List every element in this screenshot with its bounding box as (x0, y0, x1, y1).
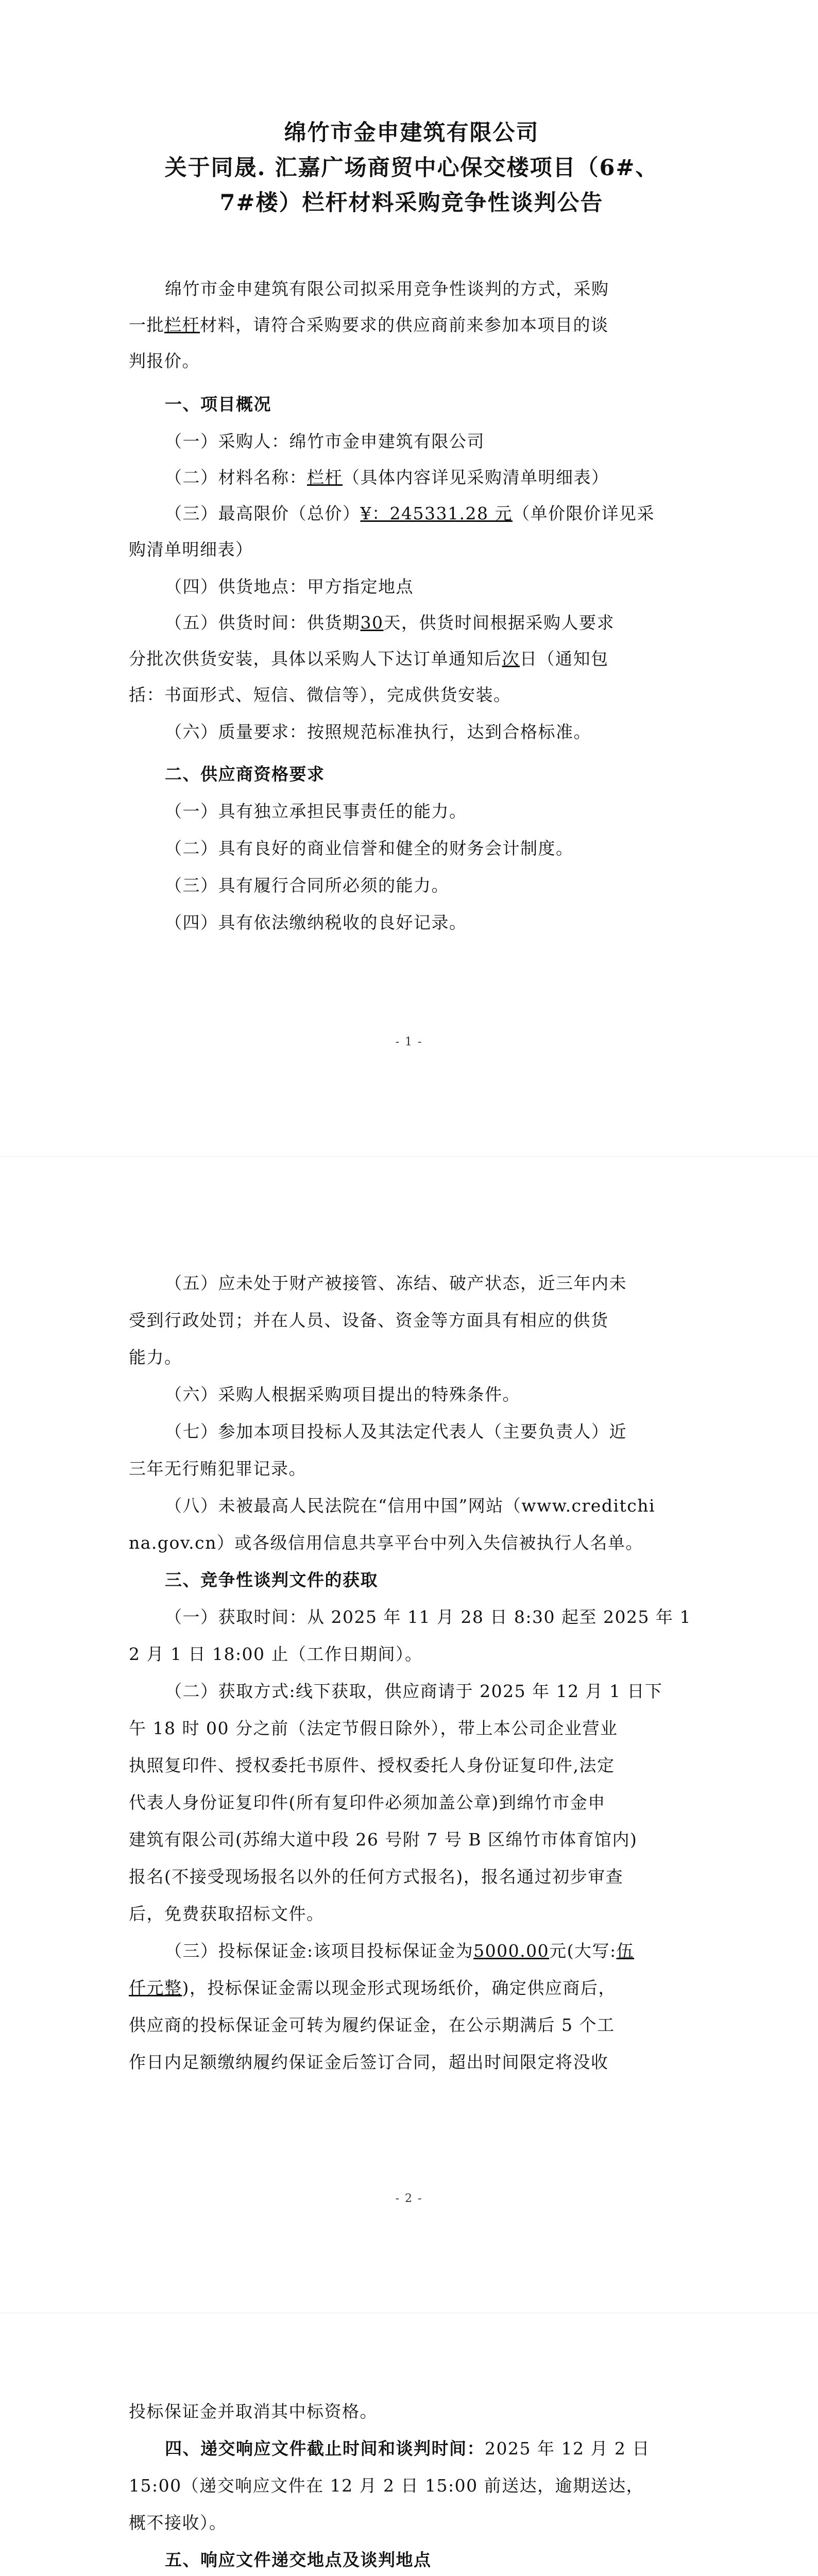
section-3-item-3-cont-1 (129, 1977, 694, 1999)
section-1-item-1: （一）采购人：绵竹市金申建筑有限公司 (165, 431, 485, 451)
intro-line-3: 判报价。 (129, 351, 200, 371)
section-3-item-2-cont-5: 报名(不接受现场报名以外的任何方式报名)，报名通过初步审查 (129, 1867, 624, 1887)
page-3 (0, 2313, 818, 2576)
intro-line-2 (129, 314, 694, 336)
section-3-item-1-cont: 2 月 1 日 18:00 止（工作日期间）。 (129, 1644, 423, 1664)
section-2-item-7: （七）参加本项目投标人及其法定代表人（主要负责人）近 (165, 1421, 627, 1442)
section-1-heading: 一、项目概况 (165, 394, 271, 414)
deadline-date: 2025 年 12 月 2 日 (485, 2438, 650, 2459)
item-text: （三）投标保证金:该项目投标保证金为 (165, 1941, 474, 1961)
section-3-item-3-cont-3: 作日内足额缴纳履约保证金后签订合同，超出时间限定将没收 (129, 2052, 609, 2072)
deposit-words-underlined: 仟元整 (129, 1978, 182, 1998)
deposit-amount-underlined: 5000.00 (473, 1941, 550, 1961)
supply-days-underlined: 30 (360, 613, 384, 633)
page-2 (0, 1157, 818, 2313)
item-text: 分批次供货安装，具体以采购人下达订单通知后 (129, 649, 502, 669)
section-1-item-4: （四）供货地点：甲方指定地点 (165, 577, 414, 597)
section-1-item-5-cont-1 (129, 648, 694, 670)
notice-title-line-3: 7#楼）栏杆材料采购竞争性谈判公告 (219, 190, 604, 216)
section-3-item-2-cont-4: 建筑有限公司(苏绵大道中段 26 号附 7 号 B 区绵竹市体育馆内) (129, 1829, 638, 1850)
section-3-item-2-cont-2: 执照复印件、授权委托书原件、授权委托人身份证复印件,法定 (129, 1755, 615, 1775)
section-2-item-8-cont: na.gov.cn）或各级信用信息共享平台中列入失信被执行人名单。 (129, 1533, 643, 1553)
intro-line-1: 绵竹市金申建筑有限公司拟采用竞争性谈判的方式，采购 (165, 279, 609, 299)
section-5-heading: 五、响应文件递交地点及谈判地点 (165, 2550, 432, 2570)
section-3-item-1: （一）获取时间：从 2025 年 11 月 28 日 8:30 起至 2025 年 1 (165, 1607, 691, 1627)
section-3-item-2-cont-3: 代表人身份证复印件(所有复印件必须加盖公章)到绵竹市金申 (129, 1792, 606, 1812)
section-4-heading: 四、递交响应文件截止时间和谈判时间： (165, 2438, 485, 2459)
item-text: （具体内容详见采购清单明细表） (343, 467, 609, 487)
section-2-item-5-cont-2: 能力。 (129, 1347, 182, 1367)
section-1-item-3 (129, 503, 694, 524)
section-2-item-5-cont-1: 受到行政处罚；并在人员、设备、资金等方面具有相应的供货 (129, 1310, 609, 1330)
section-3-heading: 三、竞争性谈判文件的获取 (165, 1570, 378, 1590)
page-1 (0, 0, 818, 1156)
section-2-item-4: （四）具有依法缴纳税收的良好记录。 (165, 912, 467, 933)
section-4-heading-line (129, 2438, 694, 2460)
section-1-item-2 (129, 467, 694, 488)
section-3-item-2: （二）获取方式:线下获取，供应商请于 2025 年 12 月 1 日下 (165, 1681, 663, 1701)
item-text: （五）供货时间：供货期 (165, 613, 361, 633)
section-1-item-5-cont-2: 括：书面形式、短信、微信等），完成供货安装。 (129, 685, 512, 705)
section-3-item-3 (129, 1940, 694, 1962)
page-number-2: - 2 - (395, 2192, 423, 2205)
deposit-words-underlined: 伍 (616, 1941, 635, 1961)
next-day-underlined: 次 (502, 649, 520, 669)
item-text: 日（通知包 (520, 649, 609, 669)
section-4-line-2: 15:00（递交响应文件在 12 月 2 日 15:00 前送达，逾期送达， (129, 2476, 644, 2496)
page-number-1: - 1 - (395, 1036, 423, 1048)
notice-title-line-2: 关于同晟. 汇嘉广场商贸中心保交楼项目（6#、 (164, 155, 659, 181)
material-name-underlined: 栏杆 (307, 467, 343, 487)
max-price-underlined: ¥：245331.28 元 (360, 503, 513, 523)
section-2-item-6: （六）采购人根据采购项目提出的特殊条件。 (165, 1384, 520, 1404)
section-2-item-3: （三）具有履行合同所必须的能力。 (165, 875, 449, 895)
item-text: （二）材料名称： (165, 467, 307, 487)
section-3-item-2-cont-1: 午 18 时 00 分之前（法定节假日除外），带上本公司企业营业 (129, 1718, 618, 1738)
item-text: 元(大写: (549, 1941, 617, 1961)
item-text: )，投标保证金需以现金形式现场纸价，确定供应商后， (182, 1978, 616, 1998)
section-2-item-1: （一）具有独立承担民事责任的能力。 (165, 801, 467, 821)
section-2-item-5: （五）应未处于财产被接管、冻结、破产状态，近三年内未 (165, 1273, 627, 1293)
section-4-line-3: 概不接收）。 (129, 2513, 227, 2533)
section-3-item-3-cont-4: 投标保证金并取消其中标资格。 (129, 2401, 378, 2421)
section-1-item-3-cont: 购清单明细表） (129, 539, 253, 560)
section-1-item-5 (129, 612, 694, 634)
item-text: 天，供货时间根据采购人要求 (383, 613, 615, 633)
section-2-heading: 二、供应商资格要求 (165, 764, 325, 784)
company-title: 绵竹市金申建筑有限公司 (284, 120, 539, 146)
item-text: （三）最高限价（总价） (165, 503, 361, 523)
intro-text: 一批 (129, 315, 164, 335)
section-2-item-8: （八）未被最高人民法院在“信用中国”网站（www.creditchi (165, 1496, 656, 1516)
section-3-item-2-cont-6: 后，免费获取招标文件。 (129, 1904, 325, 1924)
section-2-item-7-cont: 三年无行贿犯罪记录。 (129, 1459, 306, 1479)
material-name-underlined: 栏杆 (164, 315, 200, 335)
section-2-item-2: （二）具有良好的商业信誉和健全的财务会计制度。 (165, 838, 574, 858)
section-3-item-3-cont-2: 供应商的投标保证金可转为履约保证金，在公示期满后 5 个工 (129, 2015, 615, 2035)
item-text: （单价限价详见采 (512, 503, 655, 523)
section-1-item-6: （六）质量要求：按照规范标准执行，达到合格标准。 (165, 722, 591, 742)
intro-text: 材料，请符合采购要求的供应商前来参加本项目的谈 (200, 315, 609, 335)
